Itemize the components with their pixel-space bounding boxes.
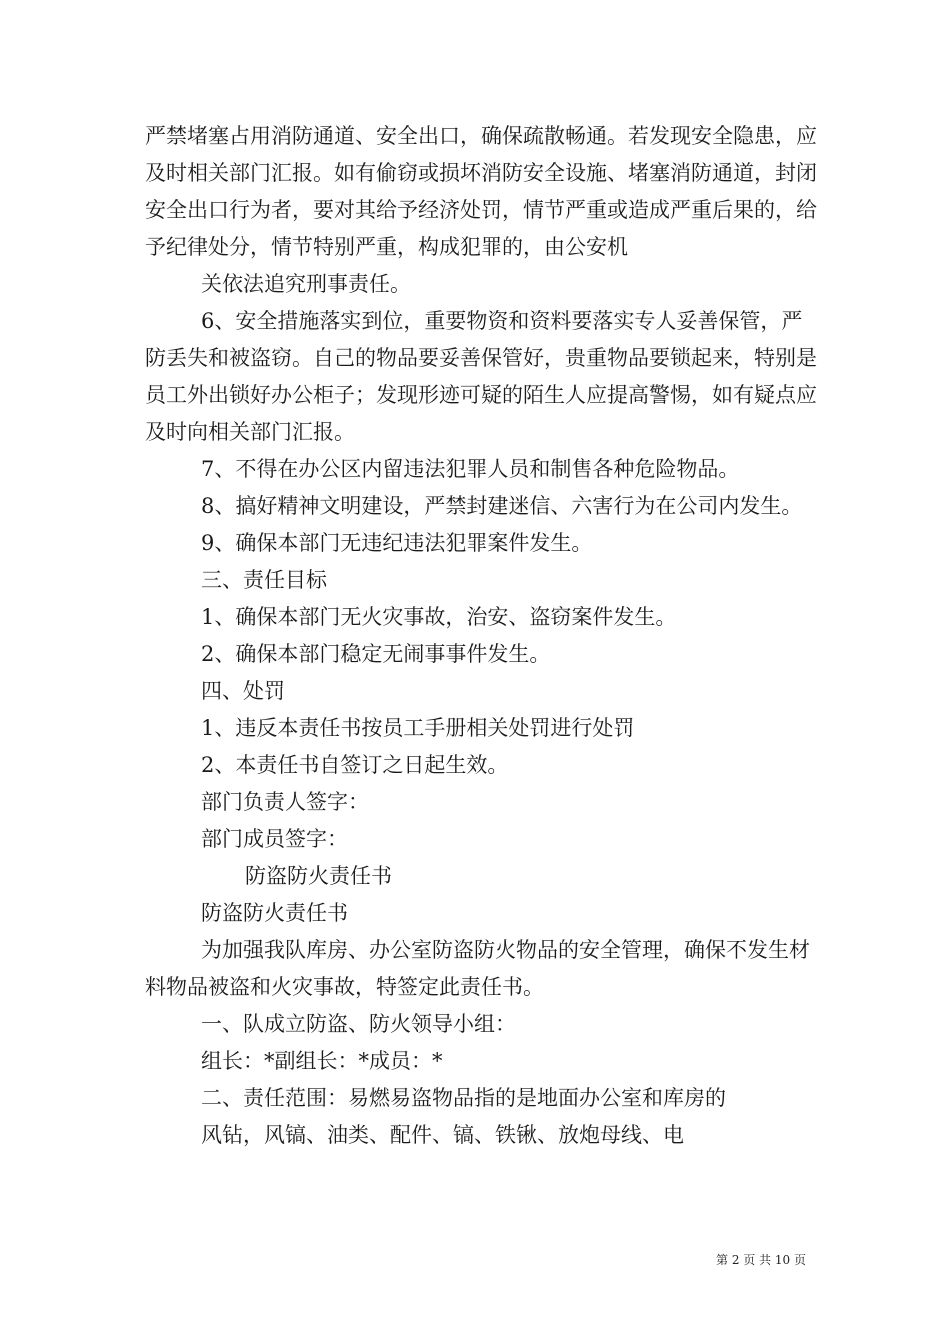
page-number-footer: 第 2 页 共 10 页 — [716, 1253, 806, 1267]
paragraph-penalty-1: 1、违反本责任书按员工手册相关处罚进行处罚 — [201, 716, 635, 740]
paragraph-goal-1: 1、确保本部门无火灾事故，治安、盗窃案件发生。 — [201, 605, 677, 629]
paragraph-goal-2: 2、确保本部门稳定无闹事事件发生。 — [201, 642, 551, 666]
paragraph-intro: 为加强我队库房、办公室防盗防火物品的安全管理，确保不发生材料物品被盗和火灾事故，特签定此责任书。 — [145, 938, 810, 999]
document-body — [145, 118, 820, 1154]
paragraph-item-9: 9、确保本部门无违纪违法犯罪案件发生。 — [201, 531, 593, 555]
paragraph-scope: 二、责任范围：易燃易盗物品指的是地面办公室和库房的 — [201, 1086, 726, 1110]
paragraph-item-7: 7、不得在办公区内留违法犯罪人员和制售各种危险物品。 — [201, 457, 740, 481]
paragraph-scope-items: 风钻，风镐、油类、配件、镐、铁锹、放炮母线、电 — [201, 1123, 684, 1147]
signature-line-department-members: 部门成员签字： — [201, 827, 348, 851]
paragraph-item-8: 8、搞好精神文明建设，严禁封建迷信、六害行为在公司内发生。 — [201, 494, 803, 518]
paragraph-leadership-group: 一、队成立防盗、防火领导小组： — [201, 1012, 516, 1036]
signature-line-department-head: 部门负责人签字： — [201, 790, 369, 814]
paragraph-criminal-liability: 关依法追究刑事责任。 — [201, 272, 411, 296]
document-subtitle: 防盗防火责任书 — [201, 901, 348, 925]
paragraph-item-6: 6、安全措施落实到位，重要物资和资料要落实专人妥善保管，严防丢失和被盗窃。自己的物品要妥善保管好，贵重物品要锁起来，特别是员工外出锁好办公柜子；发现形迹可疑的陌生人应提高警惕，如有疑点应及时向相关部门汇报。 — [145, 309, 817, 444]
section-heading-penalties: 四、处罚 — [201, 679, 285, 703]
paragraph-penalty-2: 2、本责任书自签订之日起生效。 — [201, 753, 509, 777]
paragraph-group-members: 组长：*副组长：*成员：* — [201, 1049, 443, 1073]
paragraph-fire-exit-rules: 严禁堵塞占用消防通道、安全出口，确保疏散畅通。若发现安全隐患，应及时相关部门汇报。如有偷窃或损坏消防安全设施、堵塞消防通道，封闭安全出口行为者，要对其给予经济处罚，情节严重或造成严重后果的，给予纪律处分，情节特别严重，构成犯罪的，由公安机 — [145, 124, 817, 259]
section-heading-responsibility-goals: 三、责任目标 — [201, 568, 327, 592]
document-title: 防盗防火责任书 — [245, 864, 392, 888]
